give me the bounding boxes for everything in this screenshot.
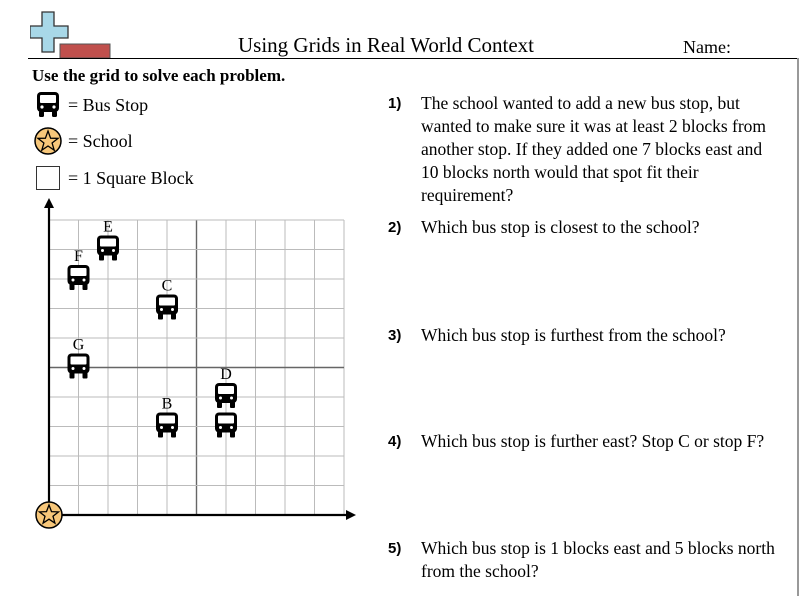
instructions: Use the grid to solve each problem. [32, 66, 286, 85]
axes [44, 198, 356, 520]
legend-label: = 1 Square Block [68, 167, 194, 188]
question-text: Which bus stop is furthest from the school? [421, 325, 726, 345]
question-2 [388, 216, 783, 239]
question-number: 3) [388, 327, 402, 344]
page-title: Using Grids in Real World Context [238, 33, 534, 57]
school-marker [36, 502, 62, 528]
header-divider [28, 58, 798, 59]
question-3 [388, 324, 783, 347]
y-axis-arrow [44, 198, 54, 208]
coordinate-grid [0, 195, 370, 540]
math-logo-icon [30, 10, 112, 60]
question-text: Which bus stop is closest to the school? [421, 217, 700, 237]
legend-square-block [32, 163, 194, 193]
bus-stop-label: B [161, 395, 173, 413]
question-text: Which bus stop is 1 blocks east and 5 blocks north from the school? [421, 538, 775, 581]
question-5 [388, 537, 783, 583]
x-axis-arrow [346, 510, 356, 520]
bus-stop-label: E [103, 218, 113, 236]
bus-stop-label: C [161, 277, 173, 295]
question-4 [388, 430, 783, 453]
legend-school [32, 126, 133, 156]
square-block-icon [32, 163, 64, 193]
bus-stop-label: F [74, 248, 83, 265]
legend-label: = Bus Stop [68, 94, 149, 115]
legend-label: = School [68, 130, 133, 151]
grid-lines [49, 220, 344, 515]
name-label: Name: [683, 37, 731, 57]
bus-stops [68, 219, 238, 438]
question-text: Which bus stop is further east? Stop C or stop F? [421, 431, 765, 451]
question-number: 1) [388, 95, 402, 112]
question-number: 5) [388, 540, 402, 557]
bus-stop-label: G [72, 336, 85, 354]
legend-bus-stop [32, 90, 148, 120]
page-edge-line [797, 58, 799, 596]
bus-icon [32, 90, 64, 120]
question-text: The school wanted to add a new bus stop, but wanted to make sure it was at least 2 blocks from another stop. If they added one 7 blocks east and 10 blocks north would that spot fit their requirement? [421, 93, 767, 205]
question-1 [388, 92, 783, 207]
school-star-icon [32, 126, 64, 156]
question-number: 4) [388, 433, 402, 450]
question-number: 2) [388, 219, 402, 236]
bus-stop-label: D [220, 366, 232, 383]
